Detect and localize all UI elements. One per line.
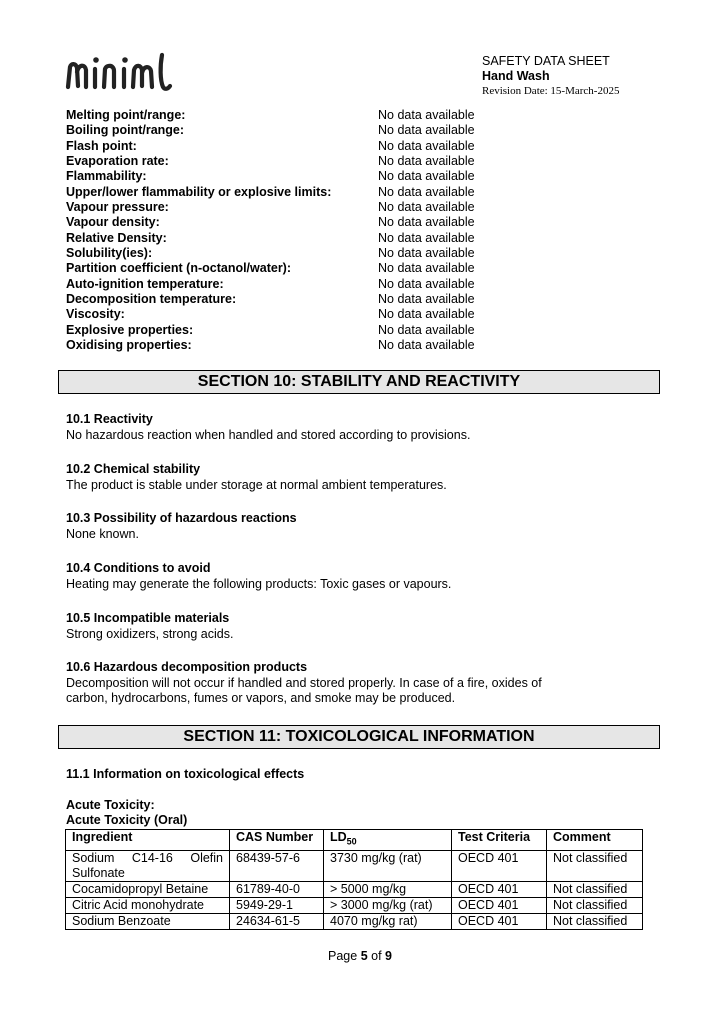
column-header-ingredient: Ingredient	[66, 830, 230, 851]
acute-toxicity-table	[65, 829, 643, 930]
subsection-heading: 10.1 Reactivity	[66, 412, 153, 426]
property-row	[66, 261, 506, 276]
subsection-10-5	[66, 611, 666, 642]
test-criteria-cell: OECD 401	[452, 897, 547, 913]
subsection-text: No hazardous reaction when handled and stored according to provisions.	[66, 427, 471, 442]
subsection-10-6	[66, 660, 666, 707]
document-header	[482, 54, 619, 99]
subsection-heading: 10.2 Chemical stability	[66, 462, 201, 476]
property-label: Upper/lower flammability or explosive limits:	[66, 184, 332, 199]
subsection-text: The product is stable under storage at normal ambient temperatures.	[66, 477, 447, 492]
cas-cell: 5949-29-1	[230, 897, 324, 913]
current-page-number: 5	[360, 949, 368, 963]
property-label: Oxidising properties:	[66, 337, 192, 352]
total-pages: 9	[385, 949, 392, 963]
property-value: No data available	[378, 291, 475, 306]
property-value: No data available	[378, 307, 475, 322]
revision-date: Revision Date: 15-March-2025	[482, 85, 620, 97]
property-row	[66, 139, 506, 154]
property-row	[66, 200, 506, 215]
table-row	[66, 850, 643, 881]
subsection-heading: 10.5 Incompatible materials	[66, 611, 230, 625]
subsection-10-4	[66, 561, 666, 592]
subsection-10-3	[66, 511, 666, 542]
column-header-comment: Comment	[547, 830, 643, 851]
ld50-cell: 3730 mg/kg (rat)	[324, 850, 452, 881]
cas-cell: 68439-57-6	[230, 850, 324, 881]
property-value: No data available	[378, 215, 475, 230]
table-header-row	[66, 830, 643, 851]
property-row	[66, 277, 506, 292]
test-criteria-cell: OECD 401	[452, 881, 547, 897]
comment-cell: Not classified	[547, 897, 643, 913]
property-label: Melting point/range:	[66, 108, 186, 122]
column-header-cas-number: CAS Number	[230, 830, 324, 851]
subsection-text: Heating may generate the following products: Toxic gases or vapours.	[66, 576, 452, 591]
section-11-heading: SECTION 11: TOXICOLOGICAL INFORMATION	[58, 725, 660, 749]
property-value: No data available	[378, 245, 475, 260]
property-value: No data available	[378, 169, 475, 184]
column-header-test-criteria: Test Criteria	[452, 830, 547, 851]
subsection-10-2	[66, 462, 666, 493]
property-label: Solubility(ies):	[66, 245, 153, 260]
property-row	[66, 215, 506, 230]
cas-cell: 24634-61-5	[230, 913, 324, 929]
product-name: Hand Wash	[482, 69, 550, 83]
ld-label: LD	[330, 830, 347, 844]
ld50-cell: 4070 mg/kg rat)	[324, 913, 452, 929]
property-label: Flammability:	[66, 169, 147, 184]
comment-cell: Not classified	[547, 881, 643, 897]
property-value: No data available	[378, 322, 475, 337]
subsection-text-continued: carbon, hydrocarbons, fumes or vapors, and smoke may be produced.	[66, 691, 456, 705]
subsection-heading: 10.4 Conditions to avoid	[66, 561, 211, 575]
property-row	[66, 338, 506, 353]
property-row	[66, 185, 506, 200]
property-value: No data available	[378, 108, 475, 122]
test-criteria-cell: OECD 401	[452, 850, 547, 881]
property-row	[66, 307, 506, 322]
subsection-heading: 10.3 Possibility of hazardous reactions	[66, 511, 297, 525]
ingredient-cell: Sodium Benzoate	[66, 913, 230, 929]
property-value: No data available	[378, 261, 475, 276]
property-label: Decomposition temperature:	[66, 291, 237, 306]
property-row	[66, 292, 506, 307]
acute-toxicity-oral-heading: Acute Toxicity (Oral)	[66, 813, 188, 827]
property-label: Evaporation rate:	[66, 153, 169, 168]
comment-cell: Not classified	[547, 850, 643, 881]
subsection-heading: 10.6 Hazardous decomposition products	[66, 660, 308, 674]
property-label: Relative Density:	[66, 230, 167, 245]
column-header-ld50	[324, 830, 452, 851]
ld-subscript: 50	[346, 836, 357, 847]
test-criteria-cell: OECD 401	[452, 913, 547, 929]
ld50-cell: > 5000 mg/kg	[324, 881, 452, 897]
property-label: Flash point:	[66, 138, 137, 153]
cas-cell: 61789-40-0	[230, 881, 324, 897]
acute-toxicity-heading: Acute Toxicity:	[66, 798, 155, 812]
property-value: No data available	[378, 276, 475, 291]
property-label: Auto-ignition temperature:	[66, 276, 224, 291]
property-value: No data available	[378, 337, 475, 352]
subsection-10-1	[66, 412, 666, 443]
ingredient-line: Sodium C14-16 Olefin	[72, 850, 223, 865]
subsection-text: None known.	[66, 526, 139, 541]
table-row	[66, 913, 643, 929]
page-word: Page	[328, 949, 358, 963]
subsection-11-1-heading: 11.1 Information on toxicological effects	[66, 767, 305, 781]
ingredient-line-continued: Sulfonate	[72, 865, 125, 880]
property-row	[66, 154, 506, 169]
property-row	[66, 246, 506, 261]
property-value: No data available	[378, 123, 475, 138]
property-value: No data available	[378, 138, 475, 153]
property-value: No data available	[378, 153, 475, 168]
brand-logo	[64, 50, 176, 100]
subsection-text: Strong oxidizers, strong acids.	[66, 626, 234, 641]
property-row	[66, 108, 506, 123]
property-value: No data available	[378, 184, 475, 199]
doc-type: SAFETY DATA SHEET	[482, 54, 610, 68]
property-value: No data available	[378, 230, 475, 245]
ingredient-cell	[66, 850, 230, 881]
property-label: Partition coefficient (n-octanol/water):	[66, 261, 292, 276]
ingredient-cell: Cocamidopropyl Betaine	[66, 881, 230, 897]
property-row	[66, 123, 506, 138]
page-footer	[0, 949, 720, 963]
ld50-cell: > 3000 mg/kg (rat)	[324, 897, 452, 913]
of-word: of	[371, 949, 382, 963]
ingredient-cell: Citric Acid monohydrate	[66, 897, 230, 913]
comment-cell: Not classified	[547, 913, 643, 929]
property-value: No data available	[378, 199, 475, 214]
table-row	[66, 881, 643, 897]
physical-properties-list	[66, 108, 506, 353]
property-label: Explosive properties:	[66, 322, 194, 337]
property-label: Vapour pressure:	[66, 199, 169, 214]
property-row	[66, 169, 506, 184]
subsection-text: Decomposition will not occur if handled and stored properly. In case of a fire, oxides of	[66, 675, 542, 690]
property-label: Boiling point/range:	[66, 123, 185, 138]
property-row	[66, 231, 506, 246]
property-label: Vapour density:	[66, 215, 160, 230]
table-row	[66, 897, 643, 913]
property-label: Viscosity:	[66, 307, 125, 322]
property-row	[66, 323, 506, 338]
section-10-heading: SECTION 10: STABILITY AND REACTIVITY	[58, 370, 660, 394]
